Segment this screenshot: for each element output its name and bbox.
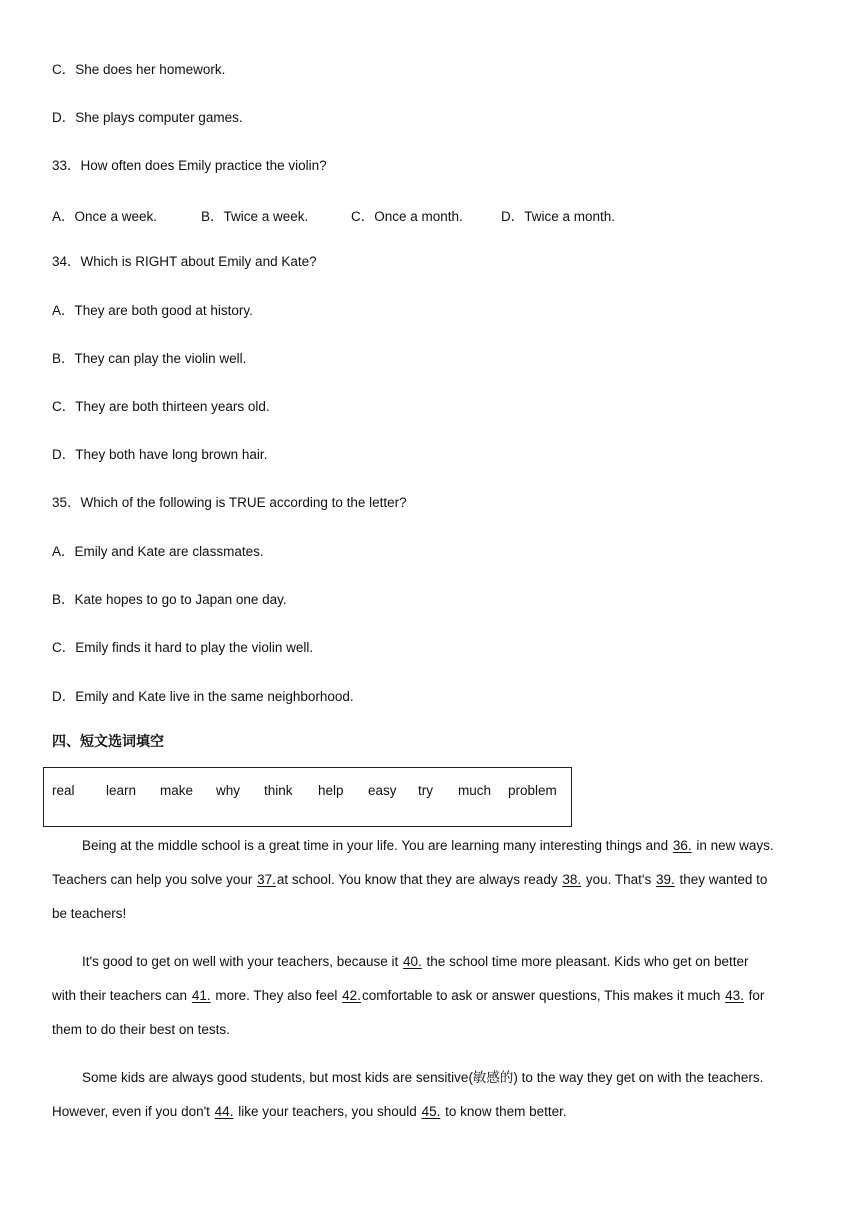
q33-stem: 33．How often does Emily practice the violin? [52, 158, 327, 173]
blank-37: 37. [257, 872, 276, 887]
word-bank-item: help [318, 783, 344, 798]
q32-option-c: C．She does her homework. [52, 62, 226, 77]
q33-option-d: D．Twice a month. [501, 209, 616, 224]
q34-option-a: A．They are both good at history. [52, 303, 253, 318]
word-bank-item: real [52, 783, 75, 798]
q34-option-b: B．They can play the violin well. [52, 351, 247, 366]
blank-44: 44. [214, 1104, 234, 1119]
q35-option-c: C．Emily finds it hard to play the violin well. [52, 640, 314, 655]
passage-paragraph-2: It's good to get on well with your teachers, because it 40. the school time more pleasant. Kids who get on better with their teachers can 41. more. They also feel 42.comfortable to ask or answer questions, This makes it much 43. for them to do their best on tests. [52, 945, 812, 1047]
q35-stem: 35．Which of the following is TRUE according to the letter? [52, 495, 407, 510]
q32-option-d: D．She plays computer games. [52, 110, 243, 125]
word-bank-item: easy [368, 783, 397, 798]
word-bank-item: learn [106, 783, 137, 798]
q33-option-b: B．Twice a week. [201, 209, 309, 224]
passage-paragraph-3: Some kids are always good students, but most kids are sensitive(敏感的) to the way they get on with the teachers. However, even if you don't 44. like your teachers, you should 45. to know them better. [52, 1061, 812, 1129]
word-bank-item: try [418, 783, 433, 798]
word-bank-item: why [216, 783, 241, 798]
q33-option-a: A．Once a week. [52, 209, 158, 224]
q35-option-b: B．Kate hopes to go to Japan one day. [52, 592, 287, 607]
section-title: 四、短文选词填空 [52, 734, 164, 750]
q34-option-c: C．They are both thirteen years old. [52, 399, 270, 414]
blank-36: 36. [672, 838, 692, 853]
blank-38: 38. [562, 872, 582, 887]
q35-option-a: A．Emily and Kate are classmates. [52, 544, 264, 559]
blank-39: 39. [656, 872, 675, 887]
q35-option-d: D．Emily and Kate live in the same neighborhood. [52, 689, 354, 704]
word-bank-item: problem [508, 783, 557, 798]
word-bank-item: much [458, 783, 492, 798]
word-bank-item: make [160, 783, 194, 798]
blank-42: 42. [342, 988, 361, 1003]
q33-option-c: C．Once a month. [351, 209, 463, 224]
word-bank [43, 767, 572, 827]
q34-stem: 34．Which is RIGHT about Emily and Kate? [52, 254, 317, 269]
blank-41: 41. [191, 988, 211, 1003]
blank-43: 43. [725, 988, 744, 1003]
word-bank-item: think [264, 783, 293, 798]
blank-40: 40. [403, 954, 422, 969]
passage-paragraph-1: Being at the middle school is a great time in your life. You are learning many interesting things and 36. in new ways. Teachers can help you solve your 37.at school. You know that they are always ready 38. you. That's 39. they wanted to be teachers! [52, 829, 812, 931]
q34-option-d: D．They both have long brown hair. [52, 447, 268, 462]
q33-options [52, 205, 752, 223]
blank-45: 45. [421, 1104, 441, 1119]
